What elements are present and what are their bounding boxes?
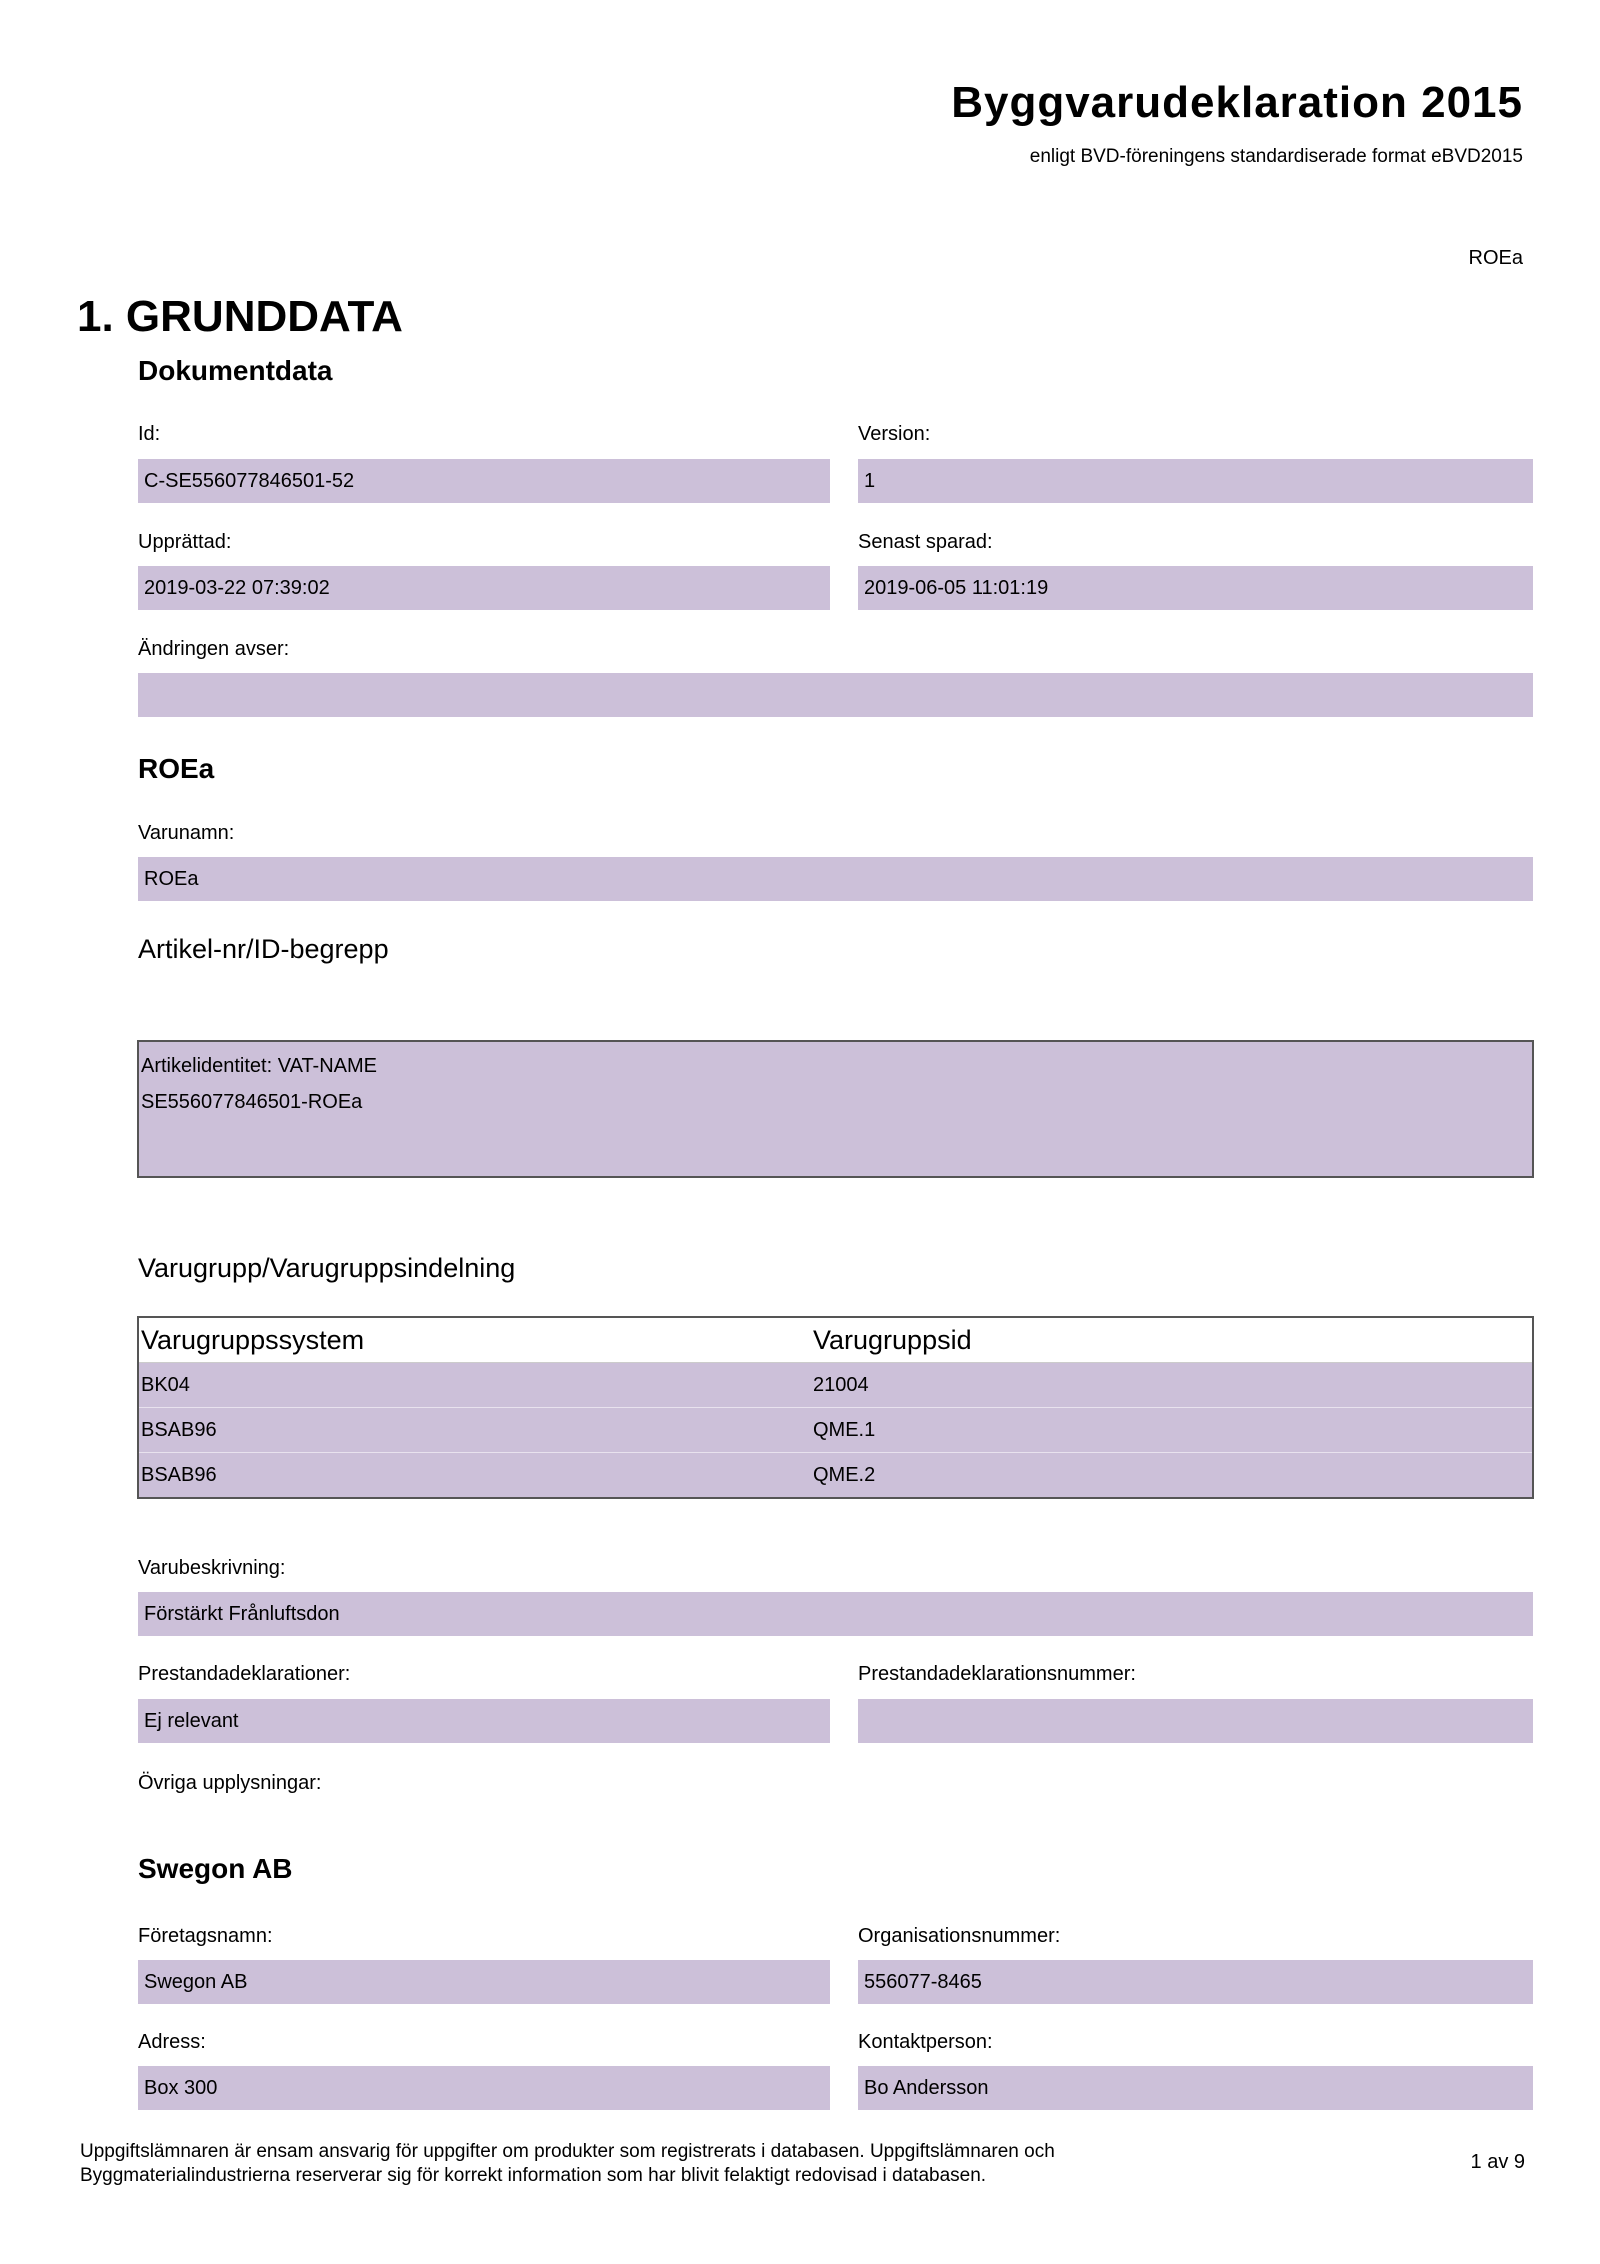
table-cell: BSAB96 xyxy=(138,1453,811,1499)
product-reference: ROEa xyxy=(1468,247,1523,269)
footer-line: Byggmaterialindustrierna reserverar sig för korrekt information som har blivit felaktigt redovisad i databasen. xyxy=(80,2165,987,2186)
table-row xyxy=(138,1363,1533,1408)
description-label: Varubeskrivning: xyxy=(138,1557,286,1579)
product-name-label: Varunamn: xyxy=(138,822,235,844)
created-field[interactable]: 2019-03-22 07:39:02 xyxy=(138,566,830,610)
version-field[interactable]: 1 xyxy=(858,459,1533,503)
column-header-system: Varugruppssystem xyxy=(138,1317,811,1363)
document-title: Byggvarudeklaration 2015 xyxy=(951,78,1523,127)
id-label: Id: xyxy=(138,423,161,445)
column-header-id: Varugruppsid xyxy=(811,1317,1533,1363)
company-heading: Swegon AB xyxy=(138,1853,293,1884)
performance-field[interactable]: Ej relevant xyxy=(138,1699,830,1743)
change-label: Ändringen avser: xyxy=(138,638,290,660)
table-header-row xyxy=(138,1317,1533,1363)
contact-field[interactable]: Bo Andersson xyxy=(858,2066,1533,2110)
product-name-field[interactable]: ROEa xyxy=(138,857,1533,901)
performance-number-field[interactable] xyxy=(858,1699,1533,1743)
footer-line: Uppgiftslämnaren är ensam ansvarig för uppgifter om produkter som registrerats i databasen. Uppgiftslämnaren och xyxy=(80,2141,1055,2162)
article-id-box[interactable] xyxy=(137,1040,1534,1178)
performance-label: Prestandadeklarationer: xyxy=(138,1663,351,1685)
saved-field[interactable]: 2019-06-05 11:01:19 xyxy=(858,566,1533,610)
table-cell: BK04 xyxy=(138,1363,811,1408)
saved-label: Senast sparad: xyxy=(858,531,993,553)
table-cell: BSAB96 xyxy=(138,1408,811,1453)
description-field[interactable]: Förstärkt Frånluftsdon xyxy=(138,1592,1533,1636)
varugrupp-table xyxy=(137,1316,1534,1499)
page-number: 1 av 9 xyxy=(1470,2151,1525,2173)
address-label: Adress: xyxy=(138,2031,206,2053)
article-id-line: SE556077846501-ROEa xyxy=(141,1091,363,1113)
table-row xyxy=(138,1453,1533,1499)
article-heading: Artikel-nr/ID-begrepp xyxy=(138,934,389,964)
varugrupp-heading: Varugrupp/Varugruppsindelning xyxy=(138,1253,516,1283)
other-info-label: Övriga upplysningar: xyxy=(138,1772,322,1794)
table-row xyxy=(138,1408,1533,1453)
company-name-field[interactable]: Swegon AB xyxy=(138,1960,830,2004)
footer-disclaimer xyxy=(80,2140,1200,2188)
table-cell: QME.1 xyxy=(811,1408,1533,1453)
section-title: 1. GRUNDDATA xyxy=(77,292,403,341)
product-heading: ROEa xyxy=(138,753,215,784)
table-cell: 21004 xyxy=(811,1363,1533,1408)
article-id-line: Artikelidentitet: VAT-NAME xyxy=(141,1055,377,1077)
created-label: Upprättad: xyxy=(138,531,232,553)
address-field[interactable]: Box 300 xyxy=(138,2066,830,2110)
performance-number-label: Prestandadeklarationsnummer: xyxy=(858,1663,1136,1685)
version-label: Version: xyxy=(858,423,931,445)
contact-label: Kontaktperson: xyxy=(858,2031,993,2053)
dokumentdata-heading: Dokumentdata xyxy=(138,355,333,386)
org-number-field[interactable]: 556077-8465 xyxy=(858,1960,1533,2004)
document-subtitle: enligt BVD-föreningens standardiserade format eBVD2015 xyxy=(1029,146,1523,167)
table-cell: QME.2 xyxy=(811,1453,1533,1499)
org-number-label: Organisationsnummer: xyxy=(858,1925,1061,1947)
company-name-label: Företagsnamn: xyxy=(138,1925,273,1947)
id-field[interactable]: C-SE556077846501-52 xyxy=(138,459,830,503)
change-field[interactable] xyxy=(138,673,1533,717)
